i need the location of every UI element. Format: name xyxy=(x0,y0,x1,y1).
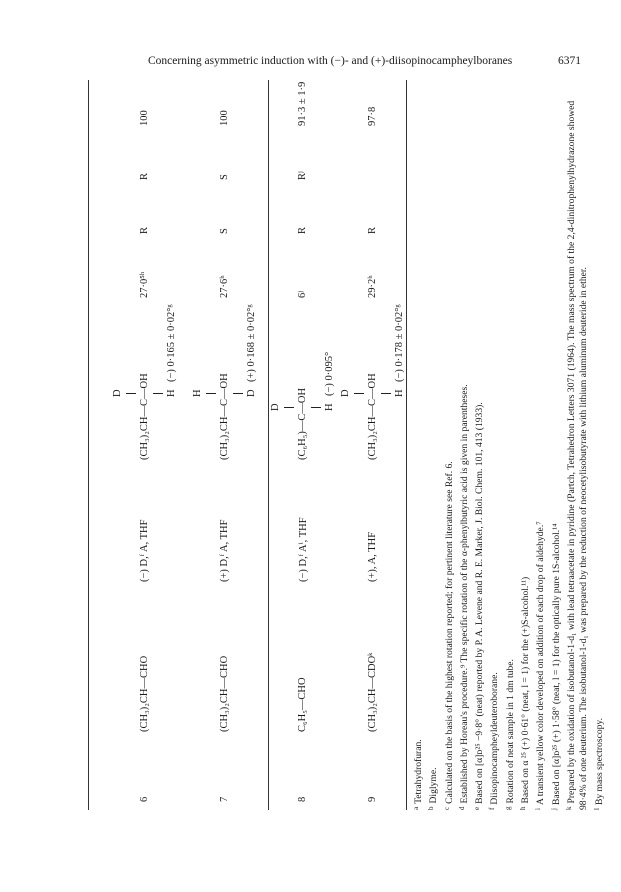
entry-number: 6 xyxy=(139,796,150,802)
bond xyxy=(233,393,243,394)
bond xyxy=(311,407,321,408)
bond xyxy=(153,393,163,394)
footnote: $^a$Tetrahydrofuran. xyxy=(412,739,424,810)
table-bottom-rule xyxy=(406,80,407,810)
optical-purity: 97·8 xyxy=(367,106,378,126)
optical-purity: 91·3 ± 1·9 xyxy=(297,81,308,126)
configuration: R xyxy=(367,226,378,234)
bond xyxy=(354,393,364,394)
configuration-alt: Rʲ xyxy=(297,171,308,180)
footnote: $^i$A transient yellow color developed on addition of each drop of aldehyde.⁷ xyxy=(534,521,547,810)
footnote: $^e$Based on [α]ᴅ²⁵ −9·8° (neat) reported by P. A. Levene and R. E. Marker, J. Biol. Chem. 101, 413 (1933). xyxy=(473,402,486,810)
footnote: $^k$Prepared by the oxidation of isobutanol-1-d₁ with lead tetraacetate in pyridine (Partch, Tetrahedron Letters 3071 (1964). The mass spectrum of the 2,4-dinitrophenylhydrazone showed 98·4% of one deuterium. The isobutanol-1-d₁ was prepared by the reduction of neocetylisobutyrate with lithium aluminum deuteride in ether. xyxy=(564,100,590,810)
entry-number: 9 xyxy=(367,796,378,802)
product-rotation: (−) 0·165 ± 0·02°ᵍ xyxy=(166,304,177,382)
product-rotation: (−) 0·095° xyxy=(324,351,335,396)
entry-number: 8 xyxy=(297,796,308,802)
substrate: (CH₃)₂CH—CHO xyxy=(139,655,150,732)
product-top-atom: D xyxy=(112,389,123,397)
rotated-table-page xyxy=(88,80,603,810)
product-rotation: (−) 0·178 ± 0·02°ᵍ xyxy=(394,304,405,382)
running-header xyxy=(0,55,621,73)
rotation-value: 27·6ʰ xyxy=(219,275,230,298)
table-top-rule xyxy=(88,80,89,810)
substrate: C₆H₅—CHO xyxy=(297,677,308,732)
configuration: S xyxy=(219,228,230,234)
rotation-value: 6ʲ xyxy=(297,291,308,298)
product-top-atom: H xyxy=(192,389,203,397)
optical-purity: 100 xyxy=(219,110,230,126)
product-formula: (CH₃)₂CH—C—OH xyxy=(139,373,150,460)
configuration-alt: S xyxy=(219,174,230,180)
entry-number: 7 xyxy=(219,796,230,802)
product-bottom-atom: H xyxy=(166,389,177,397)
product-rotation: (+) 0·168 ± 0·02°ᵍ xyxy=(246,304,257,382)
product-bottom-atom: H xyxy=(394,389,405,397)
rotation-value: 29·2ʰ xyxy=(367,275,378,298)
configuration-alt: R xyxy=(139,172,150,180)
footnote: $^j$Based on [α]ᴅ²⁵ (+) 1·58° (neat, l = 1) for the optically pure 1S-alcohol.¹⁴ xyxy=(549,523,562,810)
product-formula: (CH₃)₂CH—C—OH xyxy=(367,373,378,460)
product-formula: (C₆H₅)—C—OH xyxy=(297,387,308,460)
footnote: $^d$Established by Horeau's procedure.⁹ The specific rotation of the α-phenylbutyric acid is given in parentheses. xyxy=(457,384,470,810)
bond xyxy=(284,407,294,408)
product-formula: (CH₃)₂CH—C—OH xyxy=(219,373,230,460)
conditions: (−) D,ᶠ Aⁱ, THF xyxy=(298,517,309,582)
footnotes xyxy=(410,80,606,810)
rotation-value: 27·0⁵ʰ xyxy=(139,271,150,298)
footnote: $^b$Diglyme. xyxy=(427,767,440,810)
product-bottom-atom: H xyxy=(324,403,335,411)
configuration: R xyxy=(139,226,150,234)
bond xyxy=(206,393,216,394)
conditions: (−) D,ᶠ A, THF xyxy=(139,519,150,582)
footnote: $^l$By mass spectroscopy. xyxy=(592,718,605,810)
footnote: $^f$Diisopinocampheyldeuteroborane. xyxy=(488,672,501,810)
footnote: $^c$Calculated on the basis of the highest rotation reported; for pertinent literature see Ref. 6. xyxy=(442,461,455,810)
running-title: Concerning asymmetric induction with (−)- and (+)-diisopinocampheylboranes xyxy=(148,55,513,67)
footnote: $^h$Based on α ²⁵ (+) 0·61° (neat, l = 1) for the (+)S-alcohol.¹¹) xyxy=(519,576,532,810)
product-bottom-atom: D xyxy=(246,389,257,397)
conditions: (+) D,ᶠ A, THF xyxy=(219,519,230,582)
footnote: $^g$Rotation of neat sample in 1 dm tube. xyxy=(503,659,516,810)
substrate: (CH₃)₂CH—CDOᵏ xyxy=(367,652,378,732)
conditions: (+), A, THF xyxy=(367,531,378,582)
product-top-atom: D xyxy=(340,389,351,397)
optical-purity: 100 xyxy=(139,110,150,126)
product-top-atom: D xyxy=(270,403,281,411)
page-number: 6371 xyxy=(558,55,581,67)
substrate: (CH₃)₂CH—CHO xyxy=(219,655,230,732)
bond xyxy=(381,393,391,394)
configuration: R xyxy=(297,226,308,234)
bond xyxy=(126,393,136,394)
